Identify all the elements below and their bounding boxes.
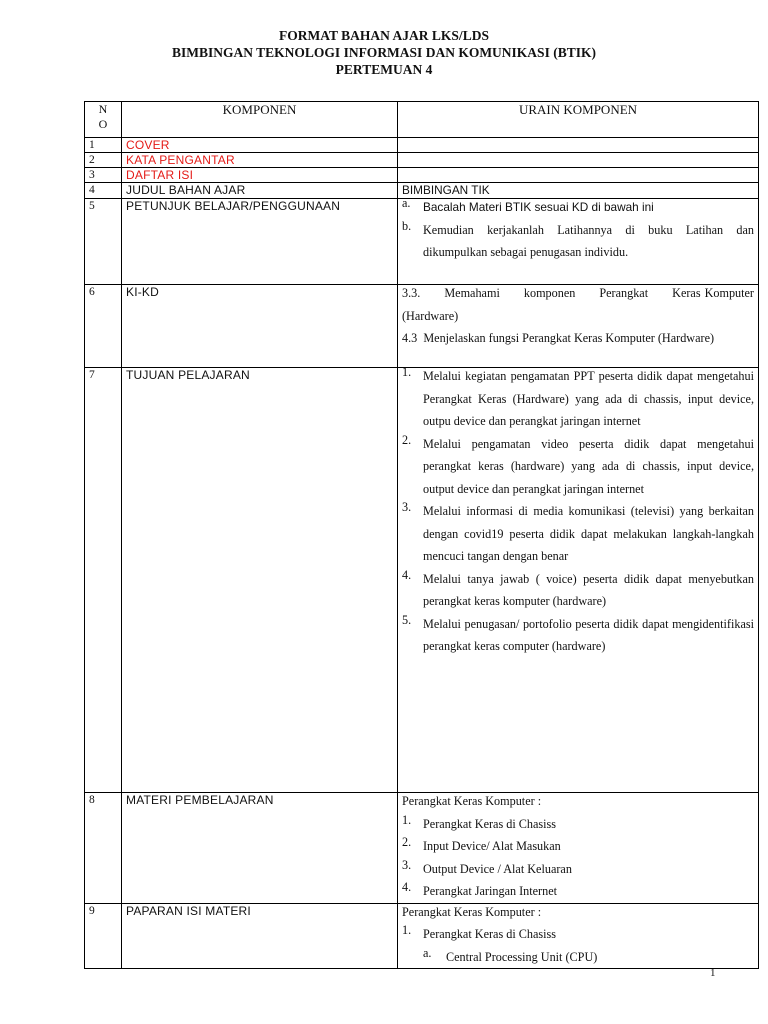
row-uraian (398, 903, 759, 969)
list-item (402, 568, 754, 613)
list-text: Input Device/ Alat Masukan (423, 839, 561, 853)
list-marker: 2. (402, 432, 412, 447)
list-marker: 3. (402, 500, 412, 514)
table-row (85, 368, 759, 793)
list-text: Perangkat Jaringan Internet (423, 884, 558, 898)
row-number: 3 (85, 168, 122, 183)
list-text: Kemudian kerjakanlah Latihannya di buku Latihan dan dikumpulkan sebagai penugasan individu. (423, 222, 754, 259)
table-row (85, 903, 759, 969)
row-komponen: MATERI PEMBELAJARAN (122, 793, 398, 904)
header-title: FORMAT BAHAN AJAR LKS/LDS (279, 28, 489, 43)
col-header-komponen: KOMPONEN (122, 102, 398, 138)
col-header-uraian: URAIN KOMPONEN (398, 102, 759, 138)
list-text: Output Device / Alat Keluaran (423, 861, 572, 876)
col-header-no-o: O (98, 117, 108, 131)
row-komponen: KATA PENGANTAR (122, 153, 398, 168)
list-item (402, 880, 754, 903)
kikd-line: 3.3. Memahami komponen Perangkat Keras Komputer (Hardware) (402, 286, 758, 323)
document-header (0, 27, 768, 78)
list-text: Melalui informasi di media komunikasi (televisi) yang berkaitan dengan covid19 peserta didik dapat melakukan langkah-langkah mencuci tangan dengan benar (423, 504, 754, 563)
row-number: 4 (85, 183, 122, 199)
row-number: 7 (85, 368, 122, 793)
row-komponen: PETUNJUK BELAJAR/PENGGUNAAN (122, 199, 398, 285)
list-item (402, 835, 754, 858)
row-uraian (398, 365, 759, 793)
list-text: Perangkat Keras di Chasiss (423, 816, 557, 831)
list-marker: 1. (402, 365, 412, 379)
list-marker: 3. (402, 857, 412, 872)
row-uraian (398, 168, 759, 183)
col-header-no (85, 102, 122, 138)
row-komponen: DAFTAR ISI (122, 168, 398, 183)
row-komponen: PAPARAN ISI MATERI (122, 903, 398, 969)
list-marker: a. (423, 945, 432, 960)
komponen-table (84, 101, 759, 969)
row-komponen: JUDUL BAHAN AJAR (122, 183, 398, 199)
row-uraian (398, 196, 759, 285)
table-row (85, 199, 759, 285)
list-text: Melalui pengamatan video peserta didik dapat mengetahui perangkat keras (hardware) yang ada di chassis, input device, output device dan perangkat jaringan internet (423, 436, 754, 496)
list-text: Central Processing Unit (CPU) (446, 949, 598, 964)
row-number: 2 (85, 153, 122, 168)
uraian-text: BIMBINGAN TIK (402, 183, 490, 197)
row-number: 8 (85, 793, 122, 904)
list-marker: b. (402, 218, 412, 233)
row-uraian (398, 793, 759, 904)
row-number: 5 (85, 199, 122, 285)
row-komponen: TUJUAN PELAJARAN (122, 368, 398, 793)
list-marker: a. (402, 196, 411, 210)
sub-list-item (402, 946, 754, 969)
list-item (402, 219, 754, 264)
list-text: Perangkat Keras di Chasiss (423, 927, 557, 941)
list-item (402, 613, 754, 658)
list-marker: 1. (402, 923, 412, 937)
header-meeting: PERTEMUAN 4 (335, 62, 433, 77)
list-item (402, 365, 754, 433)
row-uraian (398, 285, 759, 368)
list-text: Bacalah Materi BTIK sesuai KD di bawah ini (423, 200, 654, 214)
table-row (85, 138, 759, 153)
kikd-line: 4.3 Menjelaskan fungsi Perangkat Keras Komputer (Hardware) (402, 331, 715, 345)
table-row (85, 793, 759, 904)
page-number: 1 (710, 967, 716, 979)
list-item (402, 433, 754, 501)
row-number: 6 (85, 285, 122, 368)
table-row (85, 285, 759, 368)
list-text: Melalui tanya jawab ( voice) peserta didik dapat menyebutkan perangkat keras komputer (hardware) (423, 571, 754, 608)
materi-intro: Perangkat Keras Komputer : (402, 794, 542, 808)
paparan-intro: Perangkat Keras Komputer : (402, 904, 542, 919)
table-row (85, 168, 759, 183)
list-marker: 2. (402, 835, 412, 849)
list-marker: 4. (402, 567, 412, 582)
col-header-no-n: N (98, 102, 108, 116)
row-uraian (398, 138, 759, 153)
list-item (402, 923, 754, 946)
list-item (402, 858, 754, 881)
list-text: Melalui penugasan/ portofolio peserta didik dapat mengidentifikasi perangkat keras computer (hardware) (423, 616, 754, 653)
list-marker: 4. (402, 880, 412, 894)
row-number: 9 (85, 903, 122, 969)
list-text: Melalui kegiatan pengamatan PPT peserta didik dapat mengetahui Perangkat Keras (Hardware) yang ada di chassis, input device, outpu device dan perangkat jaringan internet (423, 369, 754, 428)
row-uraian (398, 153, 759, 168)
table-row (85, 153, 759, 168)
list-item (402, 813, 754, 836)
list-item (402, 196, 754, 219)
header-subtitle: BIMBINGAN TEKNOLOGI INFORMASI DAN KOMUNIKASI (BTIK) (172, 45, 596, 60)
list-marker: 5. (402, 612, 412, 627)
row-komponen: KI-KD (122, 285, 398, 368)
table-header-row (85, 102, 759, 138)
row-number: 1 (85, 138, 122, 153)
list-marker: 1. (402, 812, 412, 827)
row-komponen: COVER (122, 138, 398, 153)
list-item (402, 500, 754, 568)
